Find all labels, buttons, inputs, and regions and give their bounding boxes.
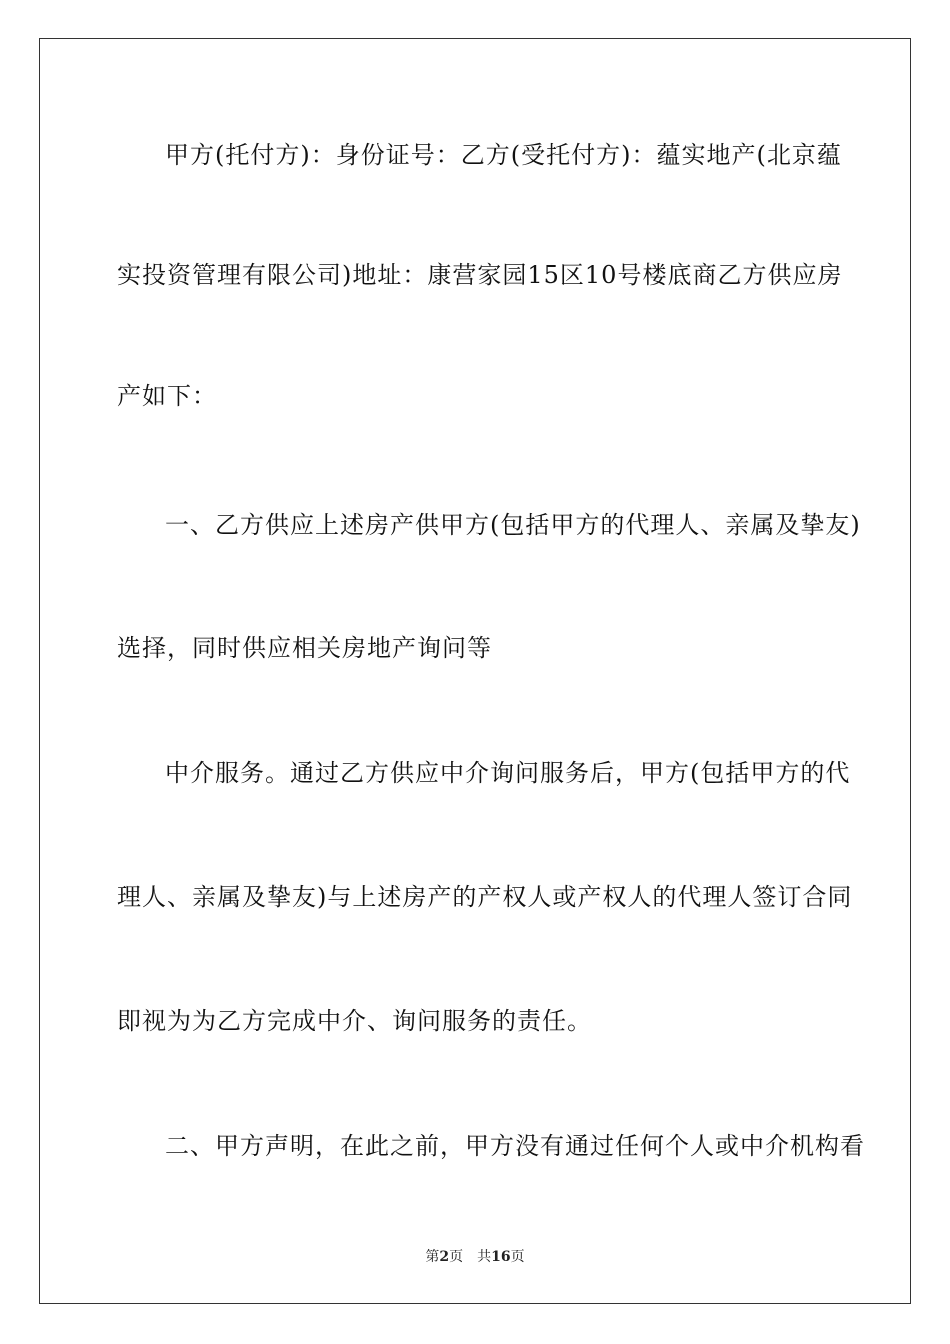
page-suffix: 页 — [449, 1249, 464, 1265]
page-total: 16 — [491, 1249, 511, 1265]
paragraph-line-6: 中介服务。通过乙方供应中介询问服务后，甲方(包括甲方的代 — [165, 759, 851, 787]
paragraph-line-7: 理人、亲属及挚友)与上述房产的产权人或产权人的代理人签订合同 — [117, 883, 853, 911]
total-prefix: 共 — [477, 1249, 492, 1265]
page-prefix: 第 — [425, 1249, 440, 1265]
paragraph-line-3: 产如下： — [117, 382, 217, 410]
page-current: 2 — [439, 1249, 450, 1265]
page-footer — [0, 1247, 950, 1267]
paragraph-line-8: 即视为为乙方完成中介、询问服务的责任。 — [117, 1007, 592, 1035]
paragraph-line-1: 甲方(托付方)：身份证号：乙方(受托付方)：蕴实地产(北京蕴 — [165, 141, 842, 169]
paragraph-line-5: 选择，同时供应相关房地产询问等 — [117, 634, 492, 662]
page-border — [39, 38, 911, 1304]
paragraph-line-4: 一、乙方供应上述房产供甲方(包括甲方的代理人、亲属及挚友) — [165, 511, 861, 539]
paragraph-line-2: 实投资管理有限公司)地址：康营家园15区10号楼底商乙方供应房 — [117, 261, 843, 289]
paragraph-line-9: 二、甲方声明，在此之前，甲方没有通过任何个人或中介机构看 — [165, 1132, 865, 1160]
total-suffix: 页 — [510, 1249, 525, 1265]
